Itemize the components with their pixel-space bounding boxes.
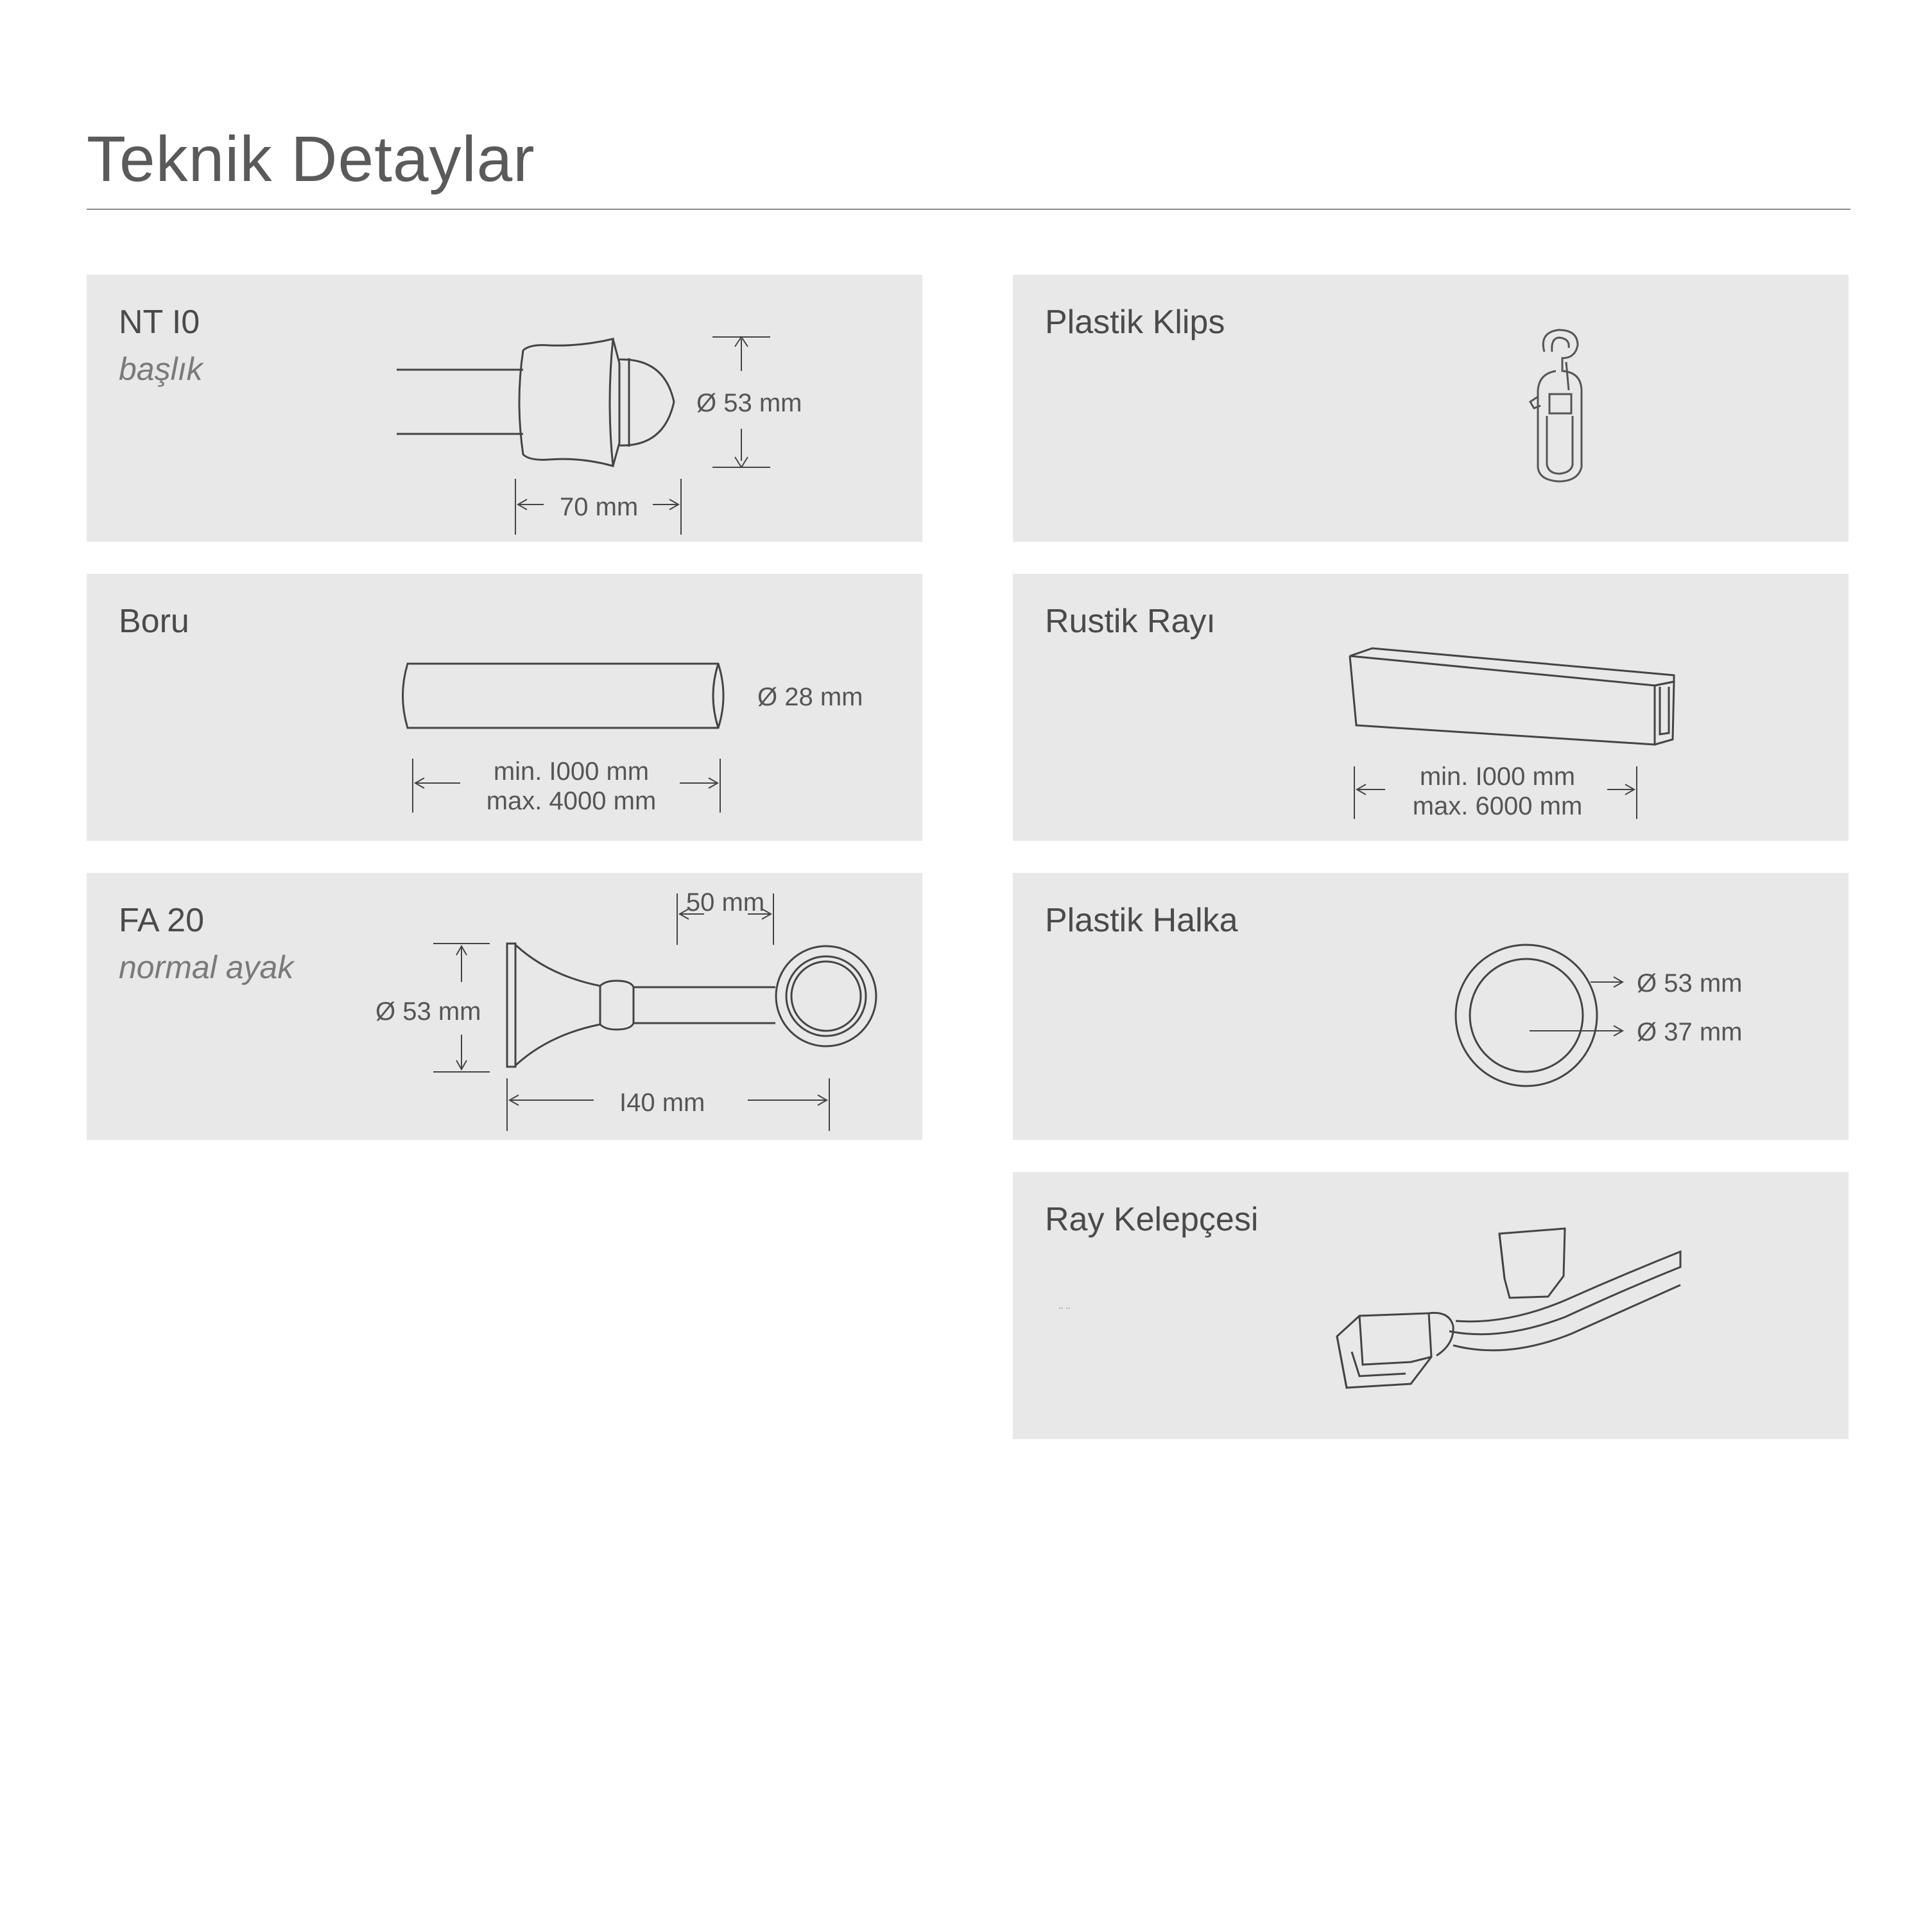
card-rustik xyxy=(1013,574,1849,841)
diameter-label: Ø 53 mm xyxy=(696,389,802,417)
title-divider xyxy=(87,209,1850,210)
inner-diameter-label: Ø 37 mm xyxy=(1637,1018,1743,1046)
outer-diameter-label: Ø 53 mm xyxy=(1637,969,1743,997)
card-title: Ray Kelepçesi xyxy=(1045,1201,1259,1238)
card-fa20 xyxy=(87,873,922,1140)
page-title: Teknik Detaylar xyxy=(87,123,535,195)
card-subtitle: normal ayak xyxy=(119,949,294,985)
ring-drawing xyxy=(1013,873,1849,1140)
clip-drawing xyxy=(1013,275,1849,542)
min-length-label: min. I000 mm xyxy=(493,757,650,786)
length-label: 70 mm xyxy=(560,493,639,521)
diameter-label: Ø 28 mm xyxy=(757,683,863,711)
card-nt10 xyxy=(87,275,922,542)
card-halka xyxy=(1013,873,1849,1140)
card-title: FA 20 xyxy=(119,902,204,939)
length-label: I40 mm xyxy=(619,1089,705,1117)
card-title: Boru xyxy=(119,603,189,640)
diameter-label: Ø 53 mm xyxy=(375,997,481,1026)
card-title: Rustik Rayı xyxy=(1045,603,1216,640)
max-length-label: max. 6000 mm xyxy=(1412,792,1583,820)
card-klips xyxy=(1013,275,1849,542)
card-title: Plastik Halka xyxy=(1045,902,1238,939)
bracket-drawing xyxy=(87,873,922,1140)
card-title: NT I0 xyxy=(119,304,200,341)
stray-marks: ¨ ¨ xyxy=(1059,1306,1070,1318)
min-length-label: min. I000 mm xyxy=(1419,763,1576,791)
clamp-drawing xyxy=(1013,1172,1849,1439)
card-subtitle: başlık xyxy=(119,351,203,387)
card-kelepce xyxy=(1013,1172,1849,1439)
offset-label: 50 mm xyxy=(686,888,765,917)
card-boru xyxy=(87,574,922,841)
card-title: Plastik Klips xyxy=(1045,304,1225,341)
max-length-label: max. 4000 mm xyxy=(486,787,657,815)
